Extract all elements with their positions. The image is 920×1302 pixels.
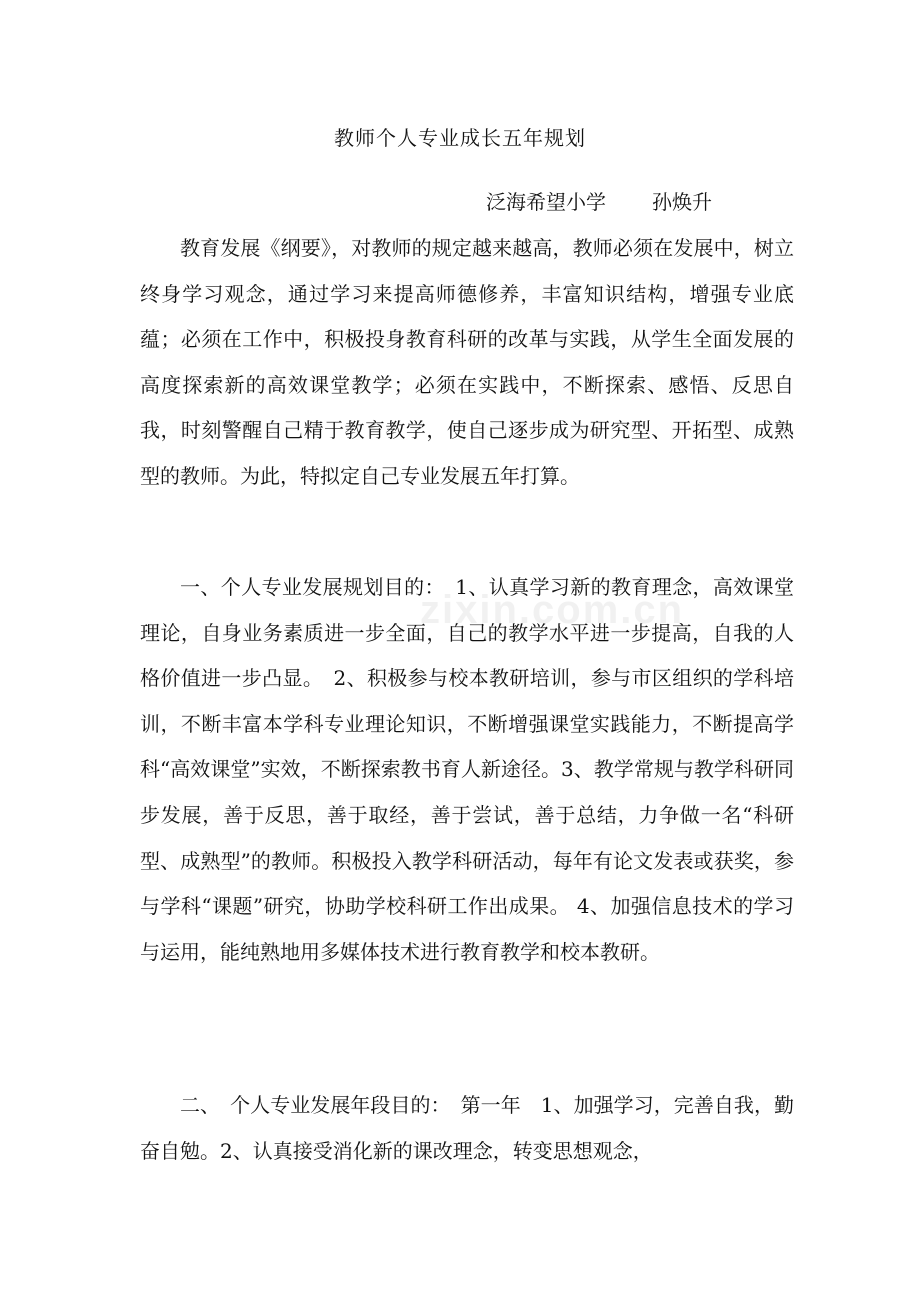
author-name: 孙焕升	[652, 190, 712, 214]
goals-paragraph: 一、个人专业发展规划目的： 1、认真学习新的教育理念，高效课堂理论，自身业务素质进一步全面，自己的教学水平进一步提高，自我的人格价值进一步凸显。 2、积极参与校本教研培训，参与市区组织的学科培训，不断丰富本学科专业理论知识，不断增强课堂实践能力，不断提高学科“高效课堂”实效，不断探索教书育人新途径。3、教学常规与教学科研同步发展，善于反思，善于取经，善于尝试，善于总结，力争做一名“科研型、成熟型”的教师。积极投入教学科研活动，每年有论文发表或获奖，参与学科“课题”研究，协助学校科研工作出成果。 4、加强信息技术的学习与运用，能纯熟地用多媒体技术进行教育教学和校本教研。	[140, 575, 794, 964]
yearly-goals-paragraph: 二、 个人专业发展年段目的： 第一年 1、加强学习，完善自我，勤奋自勉。2、认真接受消化新的课改理念，转变思想观念，	[140, 1093, 794, 1163]
byline	[486, 188, 712, 216]
watermark: zixin.com.cn	[420, 588, 685, 632]
page-title: 教师个人专业成长五年规划	[334, 126, 586, 150]
school-name: 泛海希望小学	[486, 190, 606, 214]
intro-paragraph: 教育发展《纲要》，对教师的规定越来越高，教师必须在发展中，树立终身学习观念，通过学习来提高师德修养，丰富知识结构，增强专业底蕴；必须在工作中，积极投身教育科研的改革与实践，从学生全面发展的高度探索新的高效课堂教学；必须在实践中，不断探索、感悟、反思自我，时刻警醒自己精于教育教学，使自己逐步成为研究型、开拓型、成熟型的教师。为此，特拟定自己专业发展五年打算。	[140, 236, 794, 488]
